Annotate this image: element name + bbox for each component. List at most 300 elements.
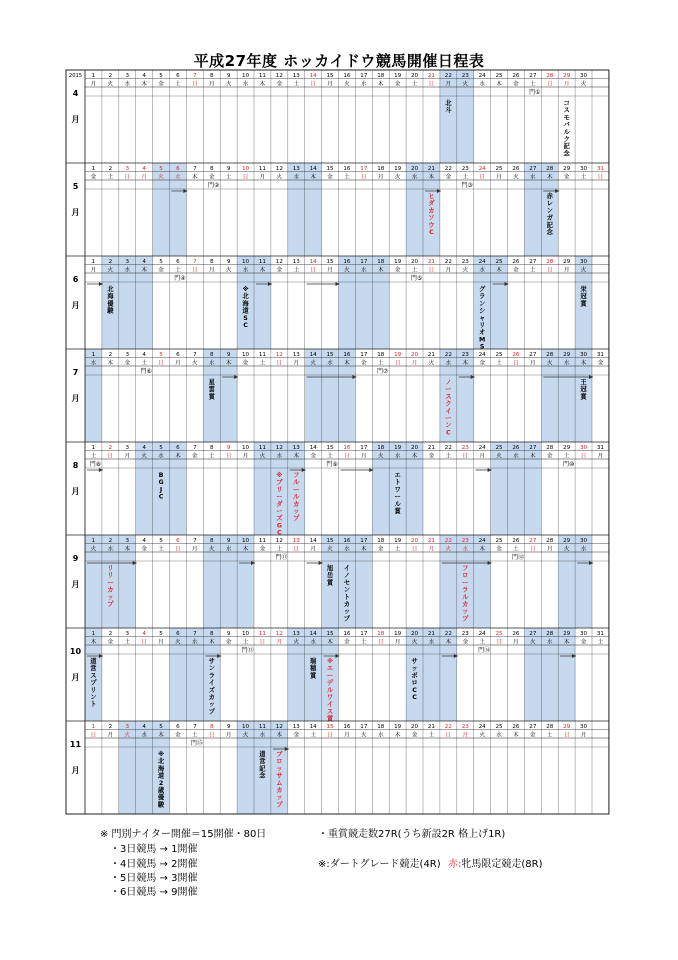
page-title: 平成27年度 ホッカイドウ競馬開催日程表 [193, 52, 485, 70]
month-number: 8 [72, 461, 79, 470]
weekday-label: 土 [377, 360, 384, 367]
weekday-label: 金 [530, 732, 536, 739]
race-name-char: 営 [259, 758, 266, 766]
race-name-char: 賞 [580, 393, 587, 401]
day-number: 29 [563, 537, 571, 544]
weekday-label: 金 [175, 732, 181, 739]
weekday-label: 金 [394, 81, 401, 88]
weekday-label: 金 [225, 639, 232, 646]
weekday-label: 火 [428, 360, 435, 367]
weekday-label: 日 [310, 267, 316, 274]
weekday-label: 水 [293, 174, 300, 181]
weekday-label: 土 [192, 732, 198, 739]
weekday-label: 日 [90, 732, 97, 739]
gate-marker: 門③ [461, 182, 473, 189]
weekday-label: 土 [361, 639, 367, 646]
weekday-label: 水 [327, 360, 333, 367]
weekday-label: 月 [513, 639, 519, 646]
race-name-char: ン [90, 694, 97, 701]
weekday-label: 水 [276, 453, 283, 460]
day-number: 2 [108, 258, 113, 265]
race-name-char: 北 [242, 293, 249, 301]
day-number: 24 [478, 72, 486, 79]
weekday-label: 金 [141, 546, 147, 553]
day-number: 5 [159, 537, 163, 544]
race-name-char: ト [90, 701, 97, 709]
month-number: 11 [69, 740, 82, 749]
day-number: 20 [410, 258, 419, 265]
day-number: 6 [176, 258, 180, 265]
weekday-label: 水 [242, 81, 249, 88]
weekday-label: 火 [107, 267, 114, 274]
race-name-char: イ [326, 701, 334, 709]
race-name-char: 賞 [208, 393, 215, 401]
day-number: 22 [444, 72, 452, 79]
weekday-label: 日 [192, 81, 198, 88]
day-number: 23 [461, 537, 469, 544]
weekday-label: 土 [563, 453, 570, 460]
day-number: 11 [258, 723, 267, 730]
weekday-label: 水 [580, 546, 587, 553]
gate-marker: 門⑬ [241, 647, 254, 654]
weekday-label: 金 [513, 81, 519, 88]
day-number: 9 [226, 630, 231, 637]
day-number: 8 [209, 258, 214, 265]
day-number: 27 [529, 723, 537, 730]
weekday-label: 金 [411, 732, 418, 739]
weekday-label: 月 [208, 267, 215, 274]
weekday-label: 土 [293, 267, 300, 274]
race-name-char: モ [563, 114, 570, 122]
day-number: 19 [394, 72, 402, 79]
race-name-char: デ [326, 679, 334, 687]
dirt-note: ※:ダートグレード競走(4R) [318, 859, 441, 870]
gate-marker: 門⑩ [562, 461, 575, 468]
weekday-label: 土 [462, 174, 469, 181]
day-number: 4 [142, 165, 146, 172]
race-name-char: シ [479, 307, 486, 315]
day-number: 19 [394, 723, 402, 730]
weekday-label: 水 [175, 174, 181, 181]
weekday-label: 木 [546, 174, 553, 181]
day-number: 15 [326, 72, 334, 79]
day-number: 6 [176, 537, 180, 544]
weekday-label: 土 [479, 639, 485, 646]
race-name-char: サ [276, 772, 283, 780]
weekday-label: 土 [597, 639, 604, 646]
day-number: 1 [91, 630, 96, 637]
race-name-char: ッ [107, 593, 114, 601]
day-number: 9 [226, 351, 231, 358]
weekday-label: 土 [293, 81, 300, 88]
weekday-label: 金 [361, 360, 367, 367]
weekday-label: 月 [445, 267, 452, 274]
race-name-char: ※ [242, 286, 249, 293]
race-name-char: ワ [394, 486, 401, 494]
weekday-label: 土 [344, 174, 350, 181]
day-number: 10 [241, 723, 250, 730]
day-number: 2 [108, 72, 113, 79]
weekday-label: 土 [276, 546, 283, 553]
weekday-label: 月 [411, 360, 418, 367]
weekday-label: 月 [242, 453, 249, 460]
weekday-label: 日 [445, 732, 452, 739]
day-number: 26 [512, 630, 520, 637]
weekday-label: 水 [344, 546, 350, 553]
weekday-label: 金 [158, 267, 164, 274]
day-number: 6 [176, 72, 180, 79]
weekday-label: 木 [310, 174, 316, 181]
day-number: 30 [579, 165, 588, 172]
count-note-3: ・5日競馬 → 3開催 [110, 873, 198, 884]
weekday-label: 火 [192, 360, 198, 367]
day-number: 3 [125, 165, 130, 172]
day-number: 2 [108, 537, 113, 544]
weekday-label: 水 [158, 453, 164, 460]
day-number: 17 [360, 537, 368, 544]
race-name-char: ※ [157, 751, 165, 758]
day-number: 24 [478, 165, 486, 172]
day-number: 28 [546, 444, 554, 451]
weekday-label: 月 [293, 360, 300, 367]
weekday-label: 月 [428, 546, 435, 553]
weekday-label: 火 [175, 639, 181, 646]
weekday-label: 金 [513, 267, 519, 274]
day-number: 30 [579, 72, 588, 79]
weekday-label: 木 [141, 267, 147, 274]
weekday-label: 月 [276, 639, 283, 646]
day-number: 22 [444, 537, 452, 544]
day-number: 3 [125, 537, 130, 544]
day-number: 20 [410, 351, 419, 358]
race-name-char: 駿 [107, 307, 114, 315]
weekday-label: 月 [208, 81, 215, 88]
weekday-label: 月 [597, 453, 604, 460]
weekday-label: 木 [513, 732, 519, 739]
day-number: 25 [495, 537, 503, 544]
weekday-label: 木 [394, 732, 401, 739]
day-number: 21 [427, 351, 436, 358]
weekday-label: 木 [445, 639, 452, 646]
weekday-label: 月 [259, 174, 266, 181]
race-name-char: ブ [276, 479, 283, 487]
race-name-char: ー [107, 579, 114, 587]
weekday-label: 水 [513, 453, 519, 460]
weekday-label: 火 [310, 360, 316, 367]
day-number: 1 [91, 165, 96, 172]
day-number: 10 [241, 258, 250, 265]
day-number: 8 [209, 537, 214, 544]
day-number: 23 [461, 72, 469, 79]
race-name-char: ル [563, 128, 570, 136]
day-number: 2 [108, 723, 113, 730]
day-number: 7 [193, 258, 197, 265]
day-number: 9 [226, 537, 231, 544]
gate-marker: 門④ [174, 275, 186, 282]
weekday-label: 日 [361, 174, 367, 181]
day-number: 25 [495, 444, 503, 451]
day-number: 20 [410, 630, 419, 637]
weekday-label: 月 [479, 453, 485, 460]
weekday-label: 月 [563, 81, 570, 88]
day-number: 27 [529, 537, 537, 544]
weekday-label: 月 [225, 732, 232, 739]
day-number: 27 [529, 258, 537, 265]
day-number: 10 [241, 444, 250, 451]
gate-marker: 門⑫ [511, 554, 524, 561]
day-number: 24 [478, 351, 486, 358]
day-number: 31 [596, 351, 605, 358]
day-number: 19 [394, 258, 402, 265]
day-number: 4 [142, 72, 146, 79]
day-number: 21 [427, 72, 436, 79]
race-name-char: J [159, 486, 163, 494]
weekday-label: 木 [377, 267, 384, 274]
day-number: 13 [292, 444, 300, 451]
weekday-label: 水 [124, 267, 131, 274]
race-name-char: ズ [208, 686, 215, 694]
weekday-label: 土 [530, 267, 536, 274]
day-number: 29 [563, 351, 571, 358]
race-name-char: 賞 [310, 672, 317, 680]
weekday-label: 日 [496, 639, 502, 646]
race-name-char: ※ [326, 658, 334, 665]
day-number: 10 [241, 72, 250, 79]
day-number: 2 [108, 351, 113, 358]
weekday-label: 土 [175, 81, 181, 88]
race-name-char: ー [276, 508, 283, 515]
day-number: 25 [495, 351, 503, 358]
month-number: 7 [72, 368, 79, 377]
race-name-char: カ [343, 601, 351, 608]
weekday-label: 日 [175, 546, 181, 553]
race-name-char: 斗 [445, 107, 452, 115]
race-name-char: エ [326, 665, 334, 673]
day-number: 15 [326, 258, 334, 265]
race-name-char: C [412, 686, 417, 694]
race-name-char: セ [343, 579, 351, 587]
day-number: 14 [309, 165, 317, 172]
day-number: 6 [176, 165, 180, 172]
weekday-label: 月 [394, 639, 401, 646]
month-number: 6 [72, 275, 79, 284]
weekday-label: 火 [462, 81, 469, 88]
weekday-label: 日 [225, 453, 232, 460]
day-number: 15 [326, 351, 334, 358]
day-number: 10 [241, 630, 250, 637]
weekday-label: 火 [242, 732, 249, 739]
day-number: 21 [427, 723, 436, 730]
day-number: 29 [563, 258, 571, 265]
day-number: 12 [275, 630, 283, 637]
month-number: 10 [69, 647, 82, 656]
weekday-label: 月 [462, 732, 469, 739]
weekday-label: 金 [597, 360, 604, 367]
day-number: 2 [108, 630, 113, 637]
day-number: 22 [444, 630, 452, 637]
race-name-char: 道 [242, 307, 249, 315]
day-number: 18 [377, 444, 385, 451]
weekday-label: 金 [107, 639, 114, 646]
day-number: 2 [108, 165, 113, 172]
weekday-label: 日 [530, 546, 536, 553]
month-label: 月 [71, 115, 80, 124]
day-number: 9 [226, 723, 231, 730]
race-name-char: ッ [343, 608, 351, 616]
weekday-label: 木 [90, 639, 97, 646]
weekday-label: 日 [479, 174, 485, 181]
day-number: 13 [292, 258, 300, 265]
day-number: 17 [360, 72, 368, 79]
weekday-label: 日 [124, 174, 131, 181]
weekday-label: 土 [394, 546, 401, 553]
weekday-label: 土 [124, 639, 131, 646]
weekday-label: 土 [107, 174, 114, 181]
race-name-char: リ [107, 572, 114, 580]
race-name-char: オ [479, 329, 486, 337]
race-name-char: カ [462, 601, 469, 608]
race-name-char: 道 [259, 751, 266, 758]
day-number: 22 [444, 258, 452, 265]
day-number: 20 [410, 723, 419, 730]
gate-marker: 門⑥ [140, 368, 152, 375]
weekday-label: 木 [158, 732, 164, 739]
weekday-label: 月 [580, 732, 587, 739]
day-number: 14 [309, 351, 317, 358]
weekday-label: 月 [546, 546, 553, 553]
weekday-label: 月 [141, 174, 147, 181]
race-name-char: ロ [411, 679, 418, 687]
gate-marker: 門⑦ [377, 368, 389, 375]
race-name-char: 記 [546, 221, 553, 229]
race-name-char: ー [462, 579, 469, 587]
race-name-char: 旭 [326, 565, 334, 572]
race-name-char: プ [107, 601, 114, 608]
race-name-char: リ [479, 322, 486, 329]
race-name-char: ブ [276, 751, 283, 758]
weekday-label: 日 [293, 546, 300, 553]
day-number: 15 [326, 537, 334, 544]
day-number: 23 [461, 258, 469, 265]
weekday-label: 火 [344, 267, 350, 274]
weekday-label: 月 [530, 360, 536, 367]
race-name-char: ダ [276, 500, 283, 508]
weekday-label: 月 [175, 360, 181, 367]
weekday-label: 土 [411, 267, 418, 274]
day-number: 23 [461, 165, 469, 172]
weekday-label: 月 [158, 639, 164, 646]
weekday-label: 月 [344, 732, 350, 739]
race-name-char: 記 [259, 765, 266, 773]
race-name-char: G [158, 479, 164, 487]
race-name-char: ル [394, 500, 401, 508]
weekday-label: 月 [377, 174, 384, 181]
weekday-label: 金 [344, 639, 350, 646]
race-name-char: M [479, 336, 486, 344]
race-name-char: 念 [259, 772, 266, 780]
weekday-label: 水 [479, 81, 485, 88]
day-number: 19 [394, 351, 402, 358]
race-name-char: 賞 [326, 715, 334, 723]
race-name-char: ウ [428, 221, 435, 229]
day-number: 26 [512, 723, 520, 730]
race-name-char: ガ [546, 214, 553, 222]
race-name-char: ※ [276, 472, 283, 479]
day-number: 1 [91, 258, 96, 265]
race-name-char: サ [411, 658, 418, 665]
weekday-label: 日 [580, 453, 587, 460]
race-name-char: 栄 [580, 286, 587, 293]
weekday-label: 火 [293, 639, 300, 646]
day-number: 29 [563, 444, 571, 451]
weekday-label: 月 [90, 81, 97, 88]
weekday-label: 火 [276, 174, 283, 181]
weekday-label: 木 [208, 639, 215, 646]
day-number: 14 [309, 537, 317, 544]
weekday-label: 日 [462, 453, 469, 460]
day-number: 30 [579, 537, 588, 544]
race-name-char: ワ [326, 694, 334, 701]
weekday-label: 月 [90, 267, 97, 274]
day-number: 16 [343, 165, 351, 172]
weekday-label: 火 [530, 639, 536, 646]
race-name-char: ッ [276, 794, 283, 802]
weekday-label: 火 [513, 174, 519, 181]
day-number: 17 [360, 630, 368, 637]
weekday-label: 月 [327, 267, 333, 274]
weekday-label: 水 [361, 81, 367, 88]
race-name-char: ー [445, 415, 452, 422]
day-number: 7 [193, 630, 197, 637]
day-number: 24 [478, 444, 486, 451]
race-name-char: ン [343, 586, 351, 594]
day-number: 14 [309, 444, 317, 451]
day-number: 3 [125, 72, 130, 79]
race-name-char: 道 [157, 772, 165, 780]
day-number: 16 [343, 723, 351, 730]
weekday-label: 木 [428, 174, 435, 181]
day-number: 18 [377, 723, 385, 730]
race-name-char: ッ [411, 665, 418, 673]
race-name-char: ズ [276, 515, 283, 523]
weekday-label: 火 [479, 732, 485, 739]
weekday-label: 火 [124, 732, 131, 739]
day-number: 9 [226, 165, 231, 172]
weekday-label: 土 [513, 546, 519, 553]
day-number: 25 [495, 723, 503, 730]
weekday-label: 金 [563, 174, 570, 181]
day-number: 29 [563, 165, 571, 172]
day-number: 22 [444, 723, 452, 730]
weekday-label: 水 [361, 267, 367, 274]
weekday-label: 水 [259, 732, 266, 739]
weekday-label: 日 [428, 81, 435, 88]
day-number: 14 [309, 258, 317, 265]
race-name-char: 海 [157, 765, 165, 773]
day-number: 30 [579, 351, 588, 358]
day-number: 1 [91, 351, 96, 358]
day-number: 31 [596, 630, 605, 637]
weekday-label: 土 [310, 732, 316, 739]
race-name-char: C [429, 229, 434, 236]
race-name-char: ス [563, 107, 570, 115]
day-number: 7 [193, 444, 197, 451]
day-number: 5 [159, 723, 163, 730]
day-number: 11 [258, 537, 267, 544]
day-number: 18 [377, 165, 385, 172]
gate-marker: 門① [529, 89, 541, 96]
day-number: 4 [142, 723, 146, 730]
